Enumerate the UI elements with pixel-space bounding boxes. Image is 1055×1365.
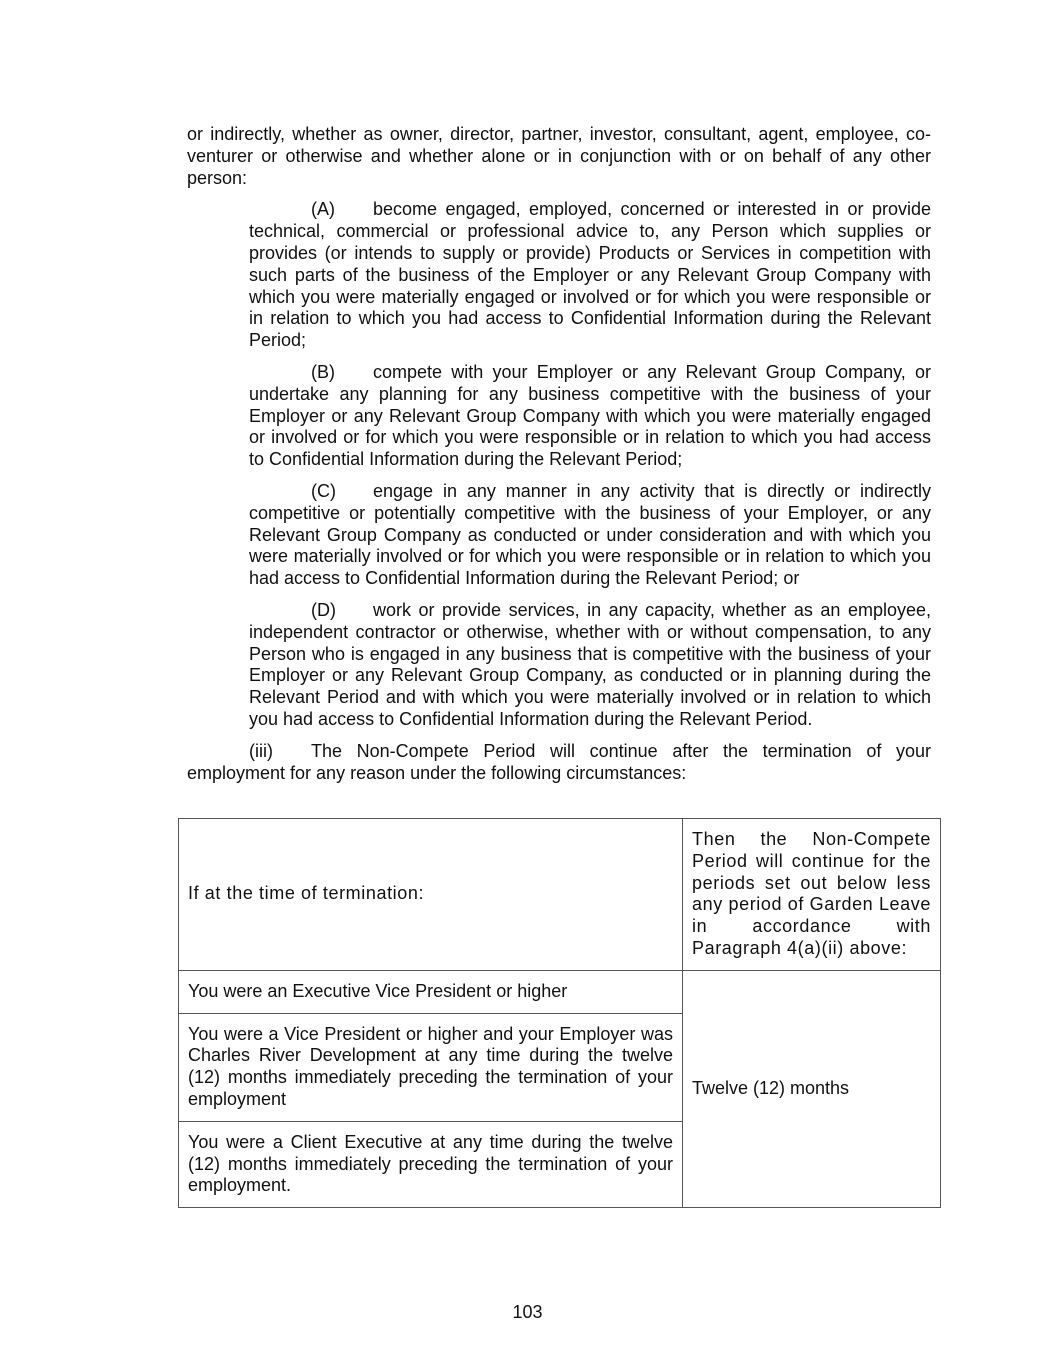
- clause-label: (D): [311, 599, 336, 620]
- clause-label: (C): [311, 480, 336, 501]
- clause-text: engage in any manner in any activity that is directly or indirectly competitive or potentially competitive with the business of your Employer, or any Relevant Group Company as conducted or under consideration and with which you were materially involved or for which you were responsible or in relation to which you had access to Confidential Information during the Relevant Period; or: [249, 480, 931, 589]
- clause-text: The Non-Compete Period will continue after the termination of your employment for any reason under the following circumstances:: [187, 740, 931, 783]
- table-cell-period: Twelve (12) months: [683, 970, 941, 1207]
- clause-item-b: [249, 362, 931, 471]
- table-header-left: If at the time of termination:: [179, 819, 683, 971]
- clause-label: (B): [311, 361, 335, 382]
- clause-text: become engaged, employed, concerned or interested in or provide technical, commercial or professional advice to, any Person which supplies or provides (or intends to supply or provide) Products or Services in competition with such parts of the business of the Employer or any Relevant Group Company with which you were materially engaged or involved or for which you were responsible or in relation to which you had access to Confidential Information during the Relevant Period;: [249, 199, 931, 351]
- clause-item-c: [249, 481, 931, 590]
- page-body: [187, 124, 931, 784]
- clause-label: (iii): [249, 740, 273, 761]
- table-header-row: [179, 819, 941, 971]
- non-compete-table: [178, 818, 941, 1208]
- table-row: [179, 970, 941, 1013]
- table-cell-condition: You were a Vice President or higher and your Employer was Charles River Development at any time during the twelve (12) months immediately preceding the termination of your employment: [179, 1013, 683, 1121]
- table-header-right: Then the Non-Compete Period will continue for the periods set out below less any period of Garden Leave in accordance with Paragraph 4(a)(ii) above:: [683, 819, 941, 971]
- intro-paragraph: or indirectly, whether as owner, director, partner, investor, consultant, agent, employee, co-venturer or otherwise and whether alone or in conjunction with or on behalf of any other person:: [187, 124, 931, 188]
- table-cell-condition: You were an Executive Vice President or higher: [179, 970, 683, 1013]
- clause-item-d: [249, 600, 931, 731]
- clause-iii: [187, 741, 931, 785]
- page-number: 103: [512, 1302, 543, 1322]
- clause-text: compete with your Employer or any Relevant Group Company, or undertake any planning for any business competitive with the business of your Employer or any Relevant Group Company with which you were materially engaged or involved or for which you were responsible or in relation to which you had access to Confidential Information during the Relevant Period;: [249, 361, 931, 470]
- clause-item-a: [249, 199, 931, 352]
- clause-label: (A): [311, 199, 335, 220]
- clause-text: work or provide services, in any capacity, whether as an employee, independent contractor or otherwise, whether with or without compensation, to any Person who is engaged in any business that is competitive with the business of your Employer or any Relevant Group Company, as conducted or in planning during the Relevant Period and with which you were materially involved or in relation to which you had access to Confidential Information during the Relevant Period.: [249, 599, 931, 729]
- table-cell-condition: You were a Client Executive at any time during the twelve (12) months immediately preceding the termination of your employment.: [179, 1121, 683, 1207]
